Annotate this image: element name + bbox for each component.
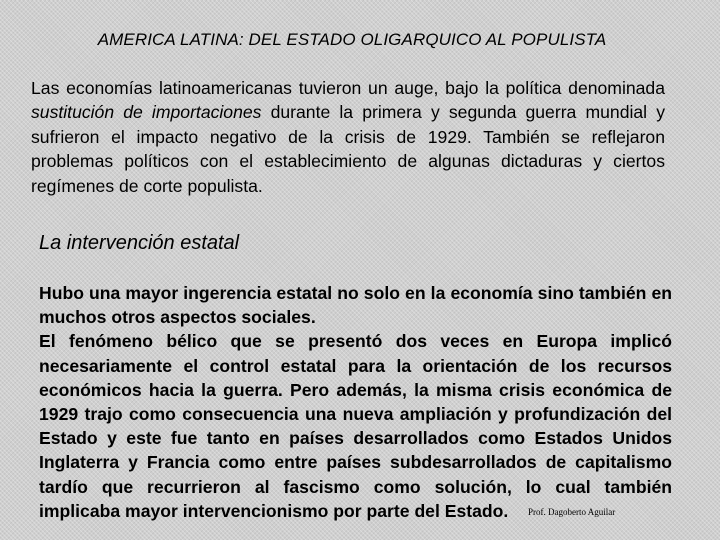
intro-emphasis: sustitución de importaciones [31, 102, 262, 123]
author-credit: Prof. Dagoberto Aguilar [528, 507, 616, 517]
slide-title: AMERICA LATINA: DEL ESTADO OLIGARQUICO AL POPULISTA [97, 30, 607, 49]
intro-paragraph [31, 76, 665, 198]
body-text [39, 281, 672, 523]
intro-text-after: durante la primera y segunda guerra mundial y sufrieron el impacto negativo de la crisis de 1929. También se reflejaron problemas políticos con el establecimiento de algunas dictaduras y ciertos regímenes de corte populista. [31, 102, 665, 196]
body-paragraph-2: El fenómeno bélico que se presentó dos veces en Europa implicó necesariamente el control estatal para la orientación de los recursos económicos hacia la guerra. Pero además, la misma crisis económica de 1929 trajo como consecuencia una nueva ampliación y profundización del Estado y este fue tanto en países desarrollados como Estados Unidos Inglaterra y Francia como entre países subdesarrollados de capitalismo tardío que recurrieron al fascismo como solución, lo cual también implicaba mayor intervencionismo por parte del Estado. [39, 331, 672, 521]
intro-text-before: Las economías latinoamericanas tuvieron un auge, bajo la política denominada [31, 78, 665, 98]
body-paragraph-1: Hubo una mayor ingerencia estatal no solo en la economía sino también en muchos otros aspectos sociales. [39, 283, 672, 328]
section-heading: La intervención estatal [39, 232, 240, 254]
